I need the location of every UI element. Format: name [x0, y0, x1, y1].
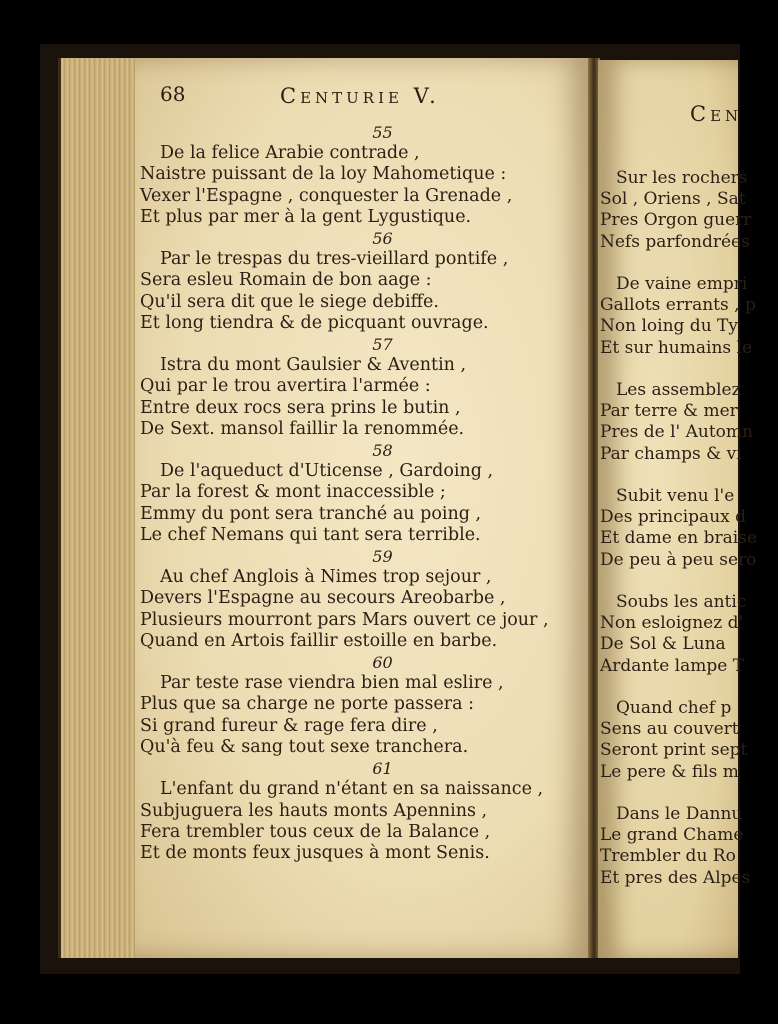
- verse-line: De Sol & Luna: [600, 634, 726, 655]
- verse-line: Sur les rochers: [616, 168, 748, 188]
- verse-line: Sens au couvert: [600, 719, 739, 740]
- verse-line: Trembler du Ro: [600, 846, 736, 867]
- verse-line: Pres Orgon guerr: [600, 210, 752, 231]
- quatrain-number: 58: [372, 441, 393, 461]
- verse-line: Et pres des Alpes: [600, 867, 751, 888]
- verse-line: Qu'à feu & sang tout sexe tranchera.: [140, 736, 469, 757]
- running-head: Centurie V.: [280, 84, 440, 108]
- verse-line: Le grand Chame: [600, 825, 744, 846]
- verse-line: Fera trembler tous ceux de la Balance ,: [140, 821, 491, 842]
- quatrain-number: 59: [372, 547, 393, 567]
- right-running-head: Cen: [690, 102, 743, 126]
- verse-line: Subjuguera les hauts monts Apennins ,: [140, 800, 488, 821]
- verse-line: Non loing du Ty: [600, 316, 738, 337]
- verse-line: Naistre puissant de la loy Mahometique :: [140, 164, 507, 185]
- page-edges: [58, 58, 141, 958]
- verse-line: Devers l'Espagne au secours Areobarbe ,: [140, 588, 506, 609]
- verse-line: Gallots errants , p: [600, 295, 756, 316]
- verse-line: Pres de l' Automn: [600, 422, 753, 443]
- left-page-verses: [140, 122, 585, 864]
- verse-line: Par teste rase viendra bien mal eslire ,: [160, 673, 504, 694]
- verse-line: Plusieurs mourront pars Mars ouvert ce jour ,: [140, 609, 549, 630]
- verse-line: Et long tiendra & de picquant ouvrage.: [140, 312, 489, 333]
- stanza-gap: [598, 359, 738, 380]
- verse-line: Par la forest & mont inaccessible ;: [140, 482, 446, 503]
- stanza-gap: [598, 571, 738, 592]
- verse-line: Entre deux rocs sera prins le butin ,: [140, 397, 461, 418]
- verse-line: Si grand fureur & rage fera dire ,: [140, 715, 438, 736]
- quatrain-number: 56: [372, 229, 393, 249]
- verse-line: Le pere & fils m: [600, 761, 739, 782]
- verse-line: Quand chef p: [616, 698, 732, 718]
- verse-line: Par champs & vi: [600, 443, 742, 464]
- verse-line: Sol , Oriens , Sat: [600, 189, 746, 210]
- stanza-gap: [598, 783, 738, 804]
- verse-line: De vaine empri: [616, 274, 748, 294]
- right-page-verses: [598, 168, 758, 889]
- quatrain-number: 57: [372, 335, 393, 355]
- verse-line: De peu à peu sero: [600, 549, 757, 570]
- verse-line: Ardante lampe T: [600, 655, 745, 676]
- stanza-gap: [598, 677, 738, 698]
- verse-line: Qu'il sera dit que le siege debiffe.: [140, 291, 439, 312]
- verse-line: Qui par le trou avertira l'armée :: [140, 376, 431, 397]
- verse-line: Et de monts feux jusques à mont Senis.: [140, 842, 490, 863]
- quatrain-number: 60: [372, 653, 393, 673]
- verse-line: Par terre & mer: [600, 401, 738, 422]
- verse-line: De l'aqueduct d'Uticense , Gardoing ,: [160, 461, 494, 482]
- verse-line: Dans le Dannu: [616, 804, 743, 824]
- verse-line: Soubs les antic: [616, 592, 747, 612]
- page-number: 68: [160, 82, 186, 106]
- verse-line: Plus que sa charge ne porte passera :: [140, 694, 475, 715]
- quatrain-number: 61: [372, 759, 393, 779]
- verse-line: Et plus par mer à la gent Lygustique.: [140, 206, 472, 227]
- verse-line: Par le trespas du tres-vieillard pontife ,: [160, 249, 509, 270]
- stanza-gap: [598, 465, 738, 486]
- verse-line: Istra du mont Gaulsier & Aventin ,: [160, 355, 467, 376]
- verse-line: Et dame en braise: [600, 528, 758, 549]
- verse-line: Subit venu l'e: [616, 486, 735, 506]
- verse-line: Au chef Anglois à Nimes trop sejour ,: [160, 567, 492, 588]
- verse-line: Sera esleu Romain de bon aage :: [140, 270, 432, 291]
- verse-line: Vexer l'Espagne , conquester la Grenade ,: [140, 185, 513, 206]
- verse-line: Et sur humains le: [600, 337, 753, 358]
- verse-line: De Sext. mansol faillir la renommée.: [140, 418, 465, 439]
- stanza-gap: [598, 253, 738, 274]
- left-page-header: [160, 82, 580, 112]
- verse-line: L'enfant du grand n'étant en sa naissance ,: [160, 779, 544, 800]
- verse-line: Seront print sept: [600, 740, 748, 761]
- verse-line: Quand en Artois faillir estoille en barbe.: [140, 630, 498, 651]
- verse-line: Le chef Nemans qui tant sera terrible.: [140, 524, 481, 545]
- quatrain-number: 55: [372, 123, 393, 142]
- verse-line: Non esloignez d': [600, 613, 744, 634]
- verse-line: Des principaux d: [600, 507, 747, 528]
- verse-line: Nefs parfondrées: [600, 231, 750, 252]
- verse-line: De la felice Arabie contrade ,: [160, 143, 420, 164]
- verse-line: Les assemblez: [616, 380, 741, 400]
- verse-line: Emmy du pont sera tranché au poing ,: [140, 503, 482, 524]
